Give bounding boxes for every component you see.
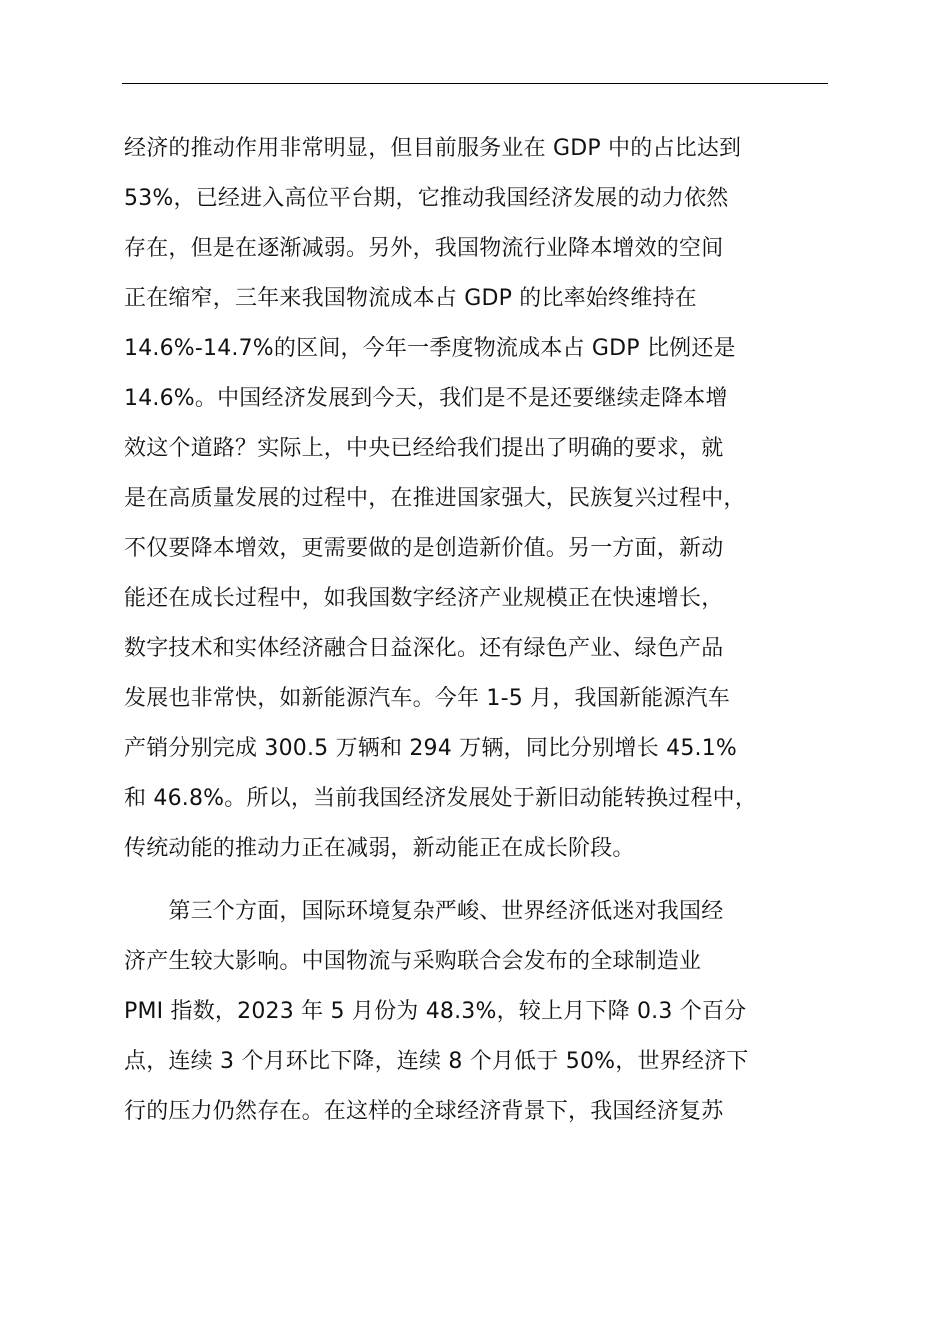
- paragraph-line: 传统动能的推动力正在减弱，新动能正在成长阶段。: [124, 836, 635, 861]
- paragraph-line: 数字技术和实体经济融合日益深化。还有绿色产业、绿色产品: [124, 636, 724, 661]
- paragraph-line: 14.6%-14.7%的区间，今年一季度物流成本占 GDP 比例还是: [124, 336, 736, 361]
- paragraph-1: [124, 124, 844, 874]
- paragraph-line: 产销分别完成 300.5 万辆和 294 万辆，同比分别增长 45.1%: [124, 736, 738, 761]
- paragraph-line: 14.6%。中国经济发展到今天，我们是不是还要继续走降本增: [124, 386, 728, 411]
- paragraph-line: 第三个方面，国际环境复杂严峻、世界经济低迷对我国经: [124, 899, 724, 924]
- paragraph-line: 不仅要降本增效，更需要做的是创造新价值。另一方面，新动: [124, 536, 724, 561]
- paragraph-line: 能还在成长过程中，如我国数字经济产业规模正在快速增长，: [124, 586, 724, 611]
- paragraph-line: PMI 指数，2023 年 5 月份为 48.3%，较上月下降 0.3 个百分: [124, 999, 747, 1024]
- paragraph-line: 是在高质量发展的过程中，在推进国家强大，民族复兴过程中，: [124, 486, 746, 511]
- paragraph-line: 济产生较大影响。中国物流与采购联合会发布的全球制造业: [124, 949, 702, 974]
- paragraph-line: 存在，但是在逐渐减弱。另外，我国物流行业降本增效的空间: [124, 236, 724, 261]
- paragraph-line: 行的压力仍然存在。在这样的全球经济背景下，我国经济复苏: [124, 1099, 724, 1124]
- paragraph-line: 效这个道路？实际上，中央已经给我们提出了明确的要求，就: [124, 436, 724, 461]
- paragraph-line: 和 46.8%。所以，当前我国经济发展处于新旧动能转换过程中，: [124, 786, 758, 811]
- paragraph-line: 正在缩窄，三年来我国物流成本占 GDP 的比率始终维持在: [124, 286, 697, 311]
- paragraph-line: 发展也非常快，如新能源汽车。今年 1-5 月，我国新能源汽车: [124, 686, 730, 711]
- paragraph-line: 53%，已经进入高位平台期，它推动我国经济发展的动力依然: [124, 186, 729, 211]
- paragraph-line: 点，连续 3 个月环比下降，连续 8 个月低于 50%，世界经济下: [124, 1049, 749, 1074]
- paragraph-line: 经济的推动作用非常明显，但目前服务业在 GDP 中的占比达到: [124, 136, 742, 161]
- header-rule: [122, 83, 828, 84]
- paragraph-2: [124, 887, 844, 1137]
